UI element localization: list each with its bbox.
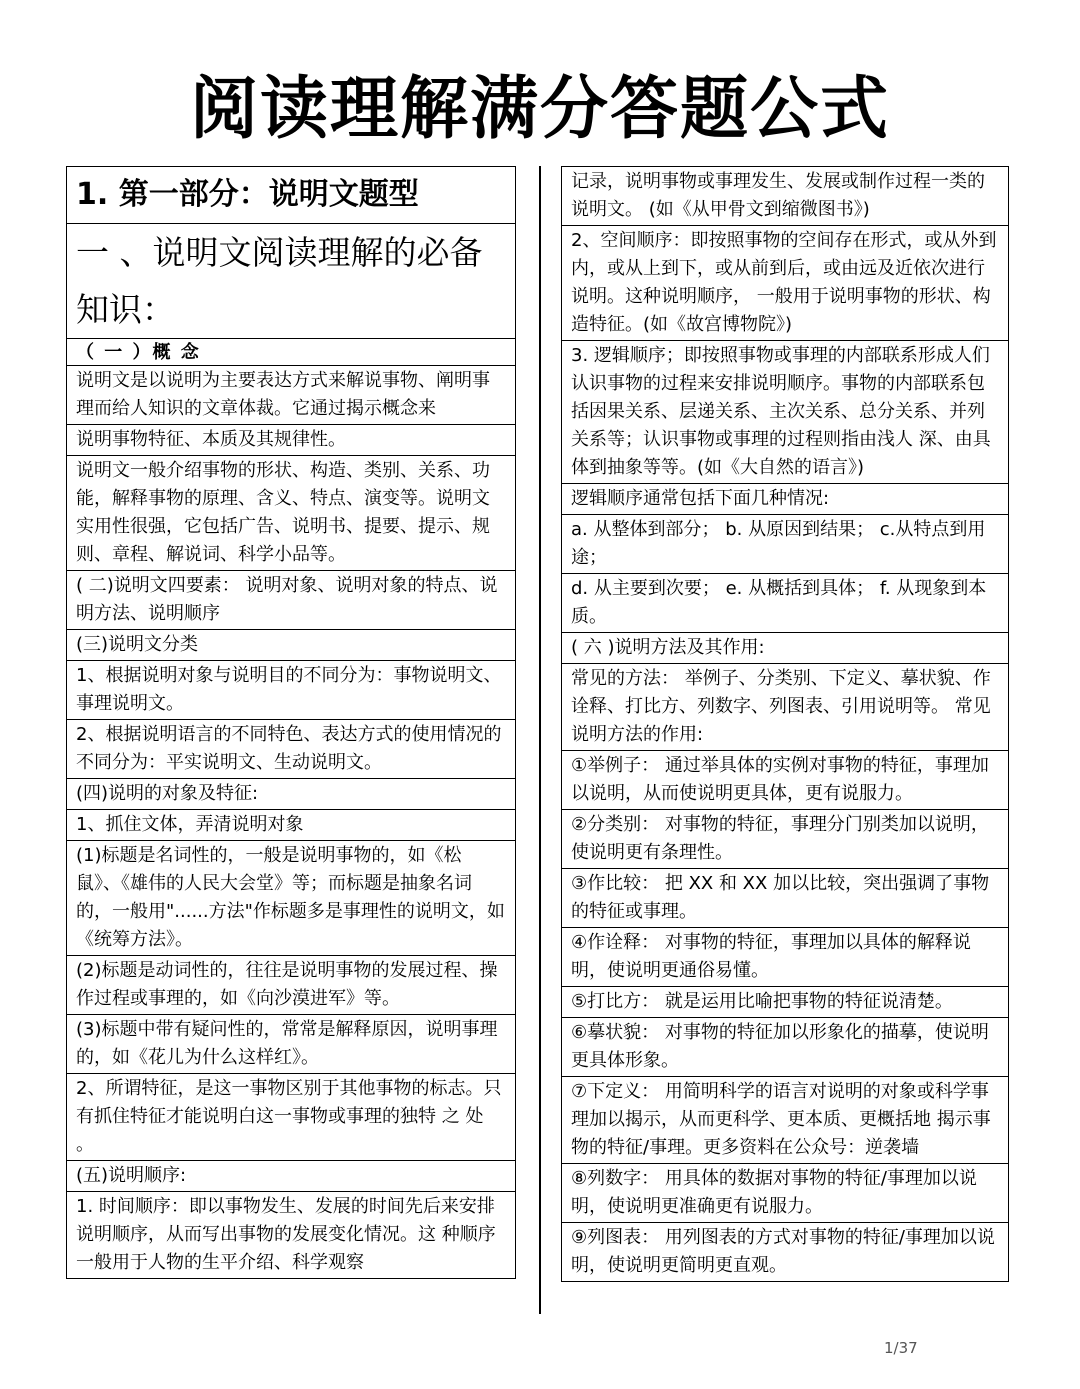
section-heading: 1. 第一部分：说明文题型 bbox=[66, 166, 516, 224]
left-column bbox=[66, 166, 516, 1279]
text-cell: 逻辑顺序通常包括下面几种情况: bbox=[561, 483, 1009, 515]
concept-heading: （ 一 ）概 念 bbox=[66, 338, 516, 366]
text-cell: (五)说明顺序: bbox=[66, 1160, 516, 1192]
text-cell: 1、抓住文体，弄清说明对象 bbox=[66, 809, 516, 841]
text-cell: (三)说明文分类 bbox=[66, 629, 516, 661]
subsection-heading: 一 、说明文阅读理解的必备知识： bbox=[66, 223, 516, 339]
text-cell: ( 二)说明文四要素： 说明对象、说明对象的特点、说明方法、说明顺序 bbox=[66, 570, 516, 630]
text-cell: ③作比较： 把 XX 和 XX 加以比较，突出强调了事物的特征或事理。 bbox=[561, 868, 1009, 928]
text-cell: ⑨列图表： 用列图表的方式对事物的特征/事理加以说明，使说明更简明更直观。 bbox=[561, 1222, 1009, 1282]
text-cell: (2)标题是动词性的，往往是说明事物的发展过程、操作过程或事理的，如《向沙漠进军》等。 bbox=[66, 955, 516, 1015]
text-cell: ①举例子： 通过举具体的实例对事物的特征，事理加以说明，从而使说明更具体，更有说服力。 bbox=[561, 750, 1009, 810]
text-cell: 3. 逻辑顺序；即按照事物或事理的内部联系形成人们认识事物的过程来安排说明顺序。事物的内部联系包括因果关系、层递关系、主次关系、总分关系、并列关系等；认识事物或事理的过程则指由浅人 深、由具体到抽象等等。(如《大自然的语言》) bbox=[561, 340, 1009, 484]
right-column bbox=[561, 166, 1009, 1282]
text-cell: 说明文是以说明为主要表达方式来解说事物、阐明事理而给人知识的文章体裁。它通过揭示概念来 bbox=[66, 365, 516, 425]
text-cell: ( 六 )说明方法及其作用: bbox=[561, 632, 1009, 664]
text-cell: 说明事物特征、本质及其规律性。 bbox=[66, 424, 516, 456]
text-cell: ②分类别： 对事物的特征，事理分门别类加以说明，使说明更有条理性。 bbox=[561, 809, 1009, 869]
text-cell: 1、根据说明对象与说明目的不同分为：事物说明文、事理说明文。 bbox=[66, 660, 516, 720]
text-cell: 2、所谓特征，是这一事物区别于其他事物的标志。只有抓住特征才能说明白这一事物或事理的独特 之 处 。 bbox=[66, 1073, 516, 1161]
text-cell: 2、根据说明语言的不同特色、表达方式的使用情况的不同分为：平实说明文、生动说明文。 bbox=[66, 719, 516, 779]
text-cell: 常见的方法： 举例子、分类别、下定义、摹状貌、作诠释、打比方、列数字、列图表、引用说明等。 常见说明方法的作用: bbox=[561, 663, 1009, 751]
text-cell: ⑥摹状貌： 对事物的特征加以形象化的描摹，使说明更具体形象。 bbox=[561, 1017, 1009, 1077]
text-cell: (1)标题是名词性的，一般是说明事物的，如《松鼠》、《雄伟的人民大会堂》等；而标题是抽象名词的，一般用"......方法"作标题多是事理性的说明文，如《统筹方法》。 bbox=[66, 840, 516, 956]
text-cell: ⑦下定义： 用简明科学的语言对说明的对象或科学事理加以揭示，从而更科学、更本质、更概括地 揭示事物的特征/事理。更多资料在公众号：逆袭墙 bbox=[561, 1076, 1009, 1164]
text-cell: ⑤打比方： 就是运用比喻把事物的特征说清楚。 bbox=[561, 986, 1009, 1018]
text-cell: d. 从主要到次要； e. 从概括到具体； f. 从现象到本质。 bbox=[561, 573, 1009, 633]
text-cell: (四)说明的对象及特征: bbox=[66, 778, 516, 810]
text-cell: 1. 时间顺序：即以事物发生、发展的时间先后来安排说明顺序，从而写出事物的发展变化情况。这 种顺序一般用于人物的生平介绍、科学观察 bbox=[66, 1191, 516, 1279]
text-cell: 说明文一般介绍事物的形状、构造、类别、关系、功能，解释事物的原理、含义、特点、演变等。说明文 实用性很强，它包括广告、说明书、提要、提示、规则、章程、解说词、科学小品等。 bbox=[66, 455, 516, 571]
text-cell: ⑧列数字： 用具体的数据对事物的特征/事理加以说明，使说明更准确更有说服力。 bbox=[561, 1163, 1009, 1223]
text-cell: 记录，说明事物或事理发生、发展或制作过程一类的说明文。 (如《从甲骨文到缩微图书》) bbox=[561, 166, 1009, 226]
page-title: 阅读理解满分答题公式 bbox=[189, 70, 890, 149]
text-cell: a. 从整体到部分； b. 从原因到结果； c.从特点到用途； bbox=[561, 514, 1009, 574]
column-divider bbox=[539, 166, 541, 1314]
text-cell: (3)标题中带有疑问性的，常常是解释原因，说明事理的，如《花儿为什么这样红》。 bbox=[66, 1014, 516, 1074]
page-number: 1/37 bbox=[884, 1339, 918, 1357]
text-cell: 2、空间顺序：即按照事物的空间存在形式，或从外到内，或从上到下，或从前到后，或由远及近依次进行说明。这种说明顺序， 一般用于说明事物的形状、构造特征。(如《故宫博物院》) bbox=[561, 225, 1009, 341]
text-cell: ④作诠释： 对事物的特征，事理加以具体的解释说明，使说明更通俗易懂。 bbox=[561, 927, 1009, 987]
